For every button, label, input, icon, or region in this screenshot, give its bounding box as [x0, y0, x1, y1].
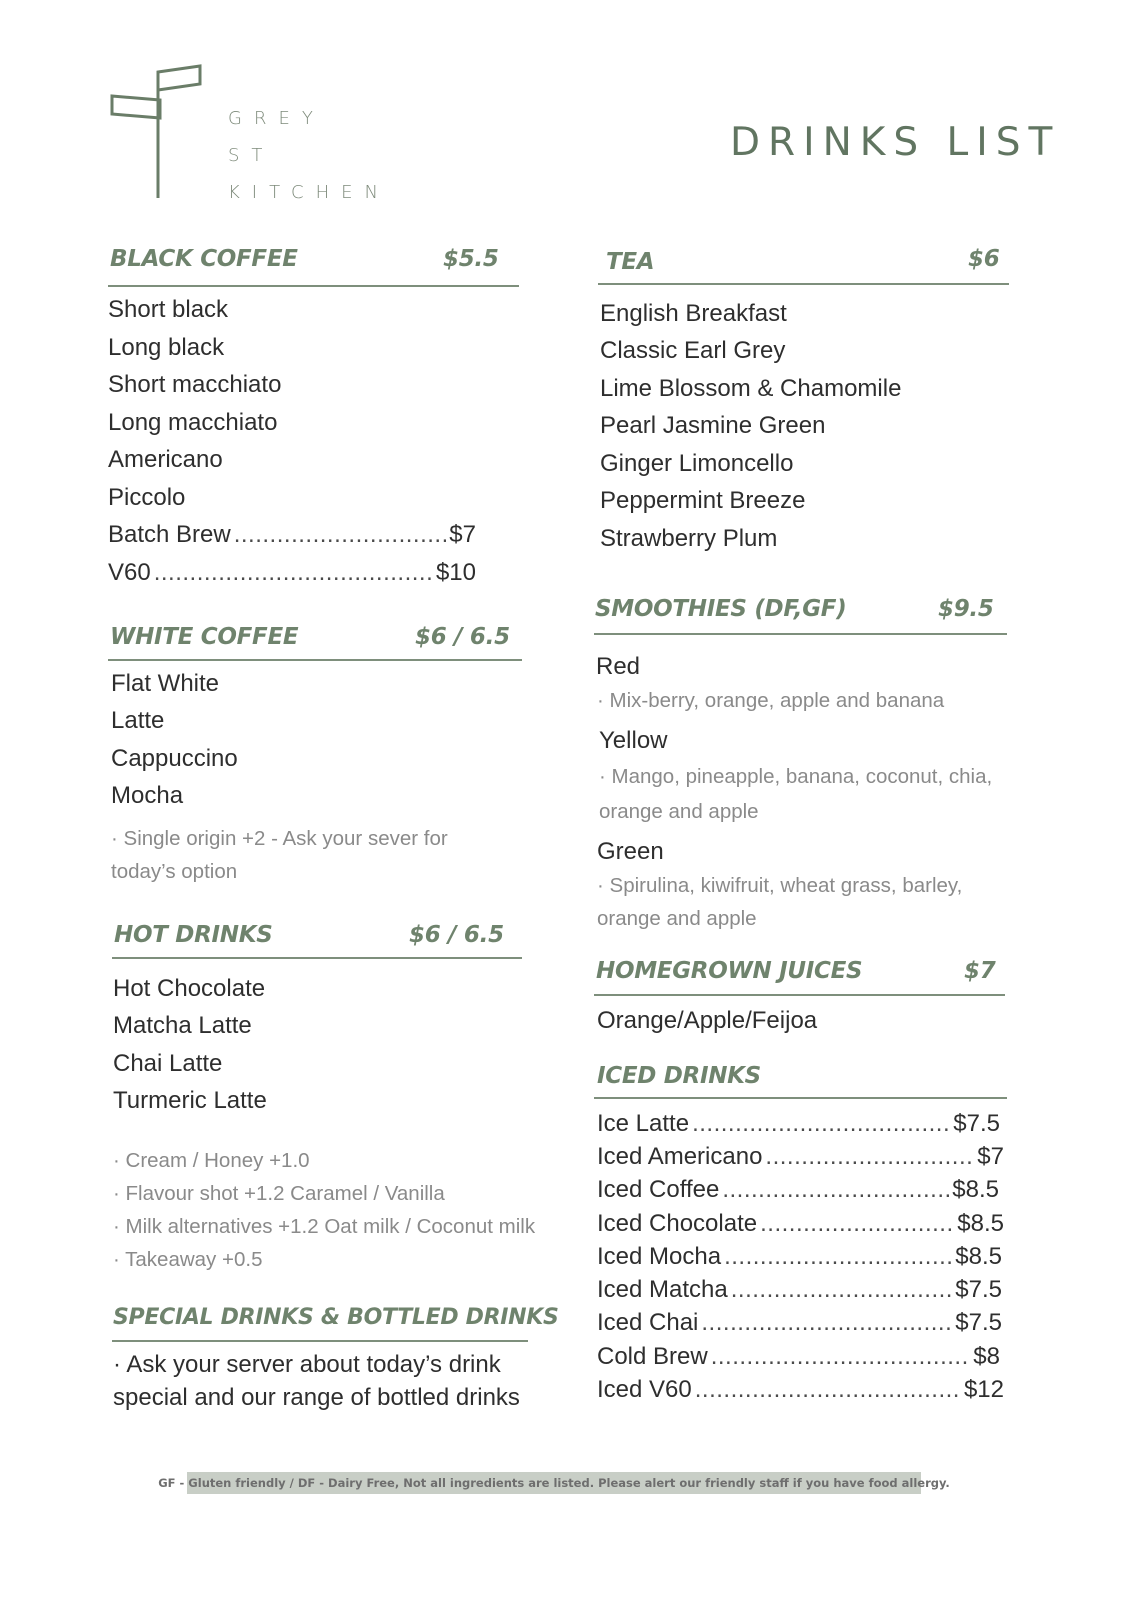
- black-coffee-item: Short macchiato: [108, 371, 282, 398]
- item-price: $7: [449, 521, 476, 548]
- tea-item: Ginger Limoncello: [600, 450, 794, 477]
- hot-drinks-item: Matcha Latte: [113, 1012, 252, 1039]
- iced-drink-row: [597, 1176, 999, 1204]
- page-title: DRINKS LIST: [730, 120, 1061, 165]
- item-price: $7.5: [955, 1276, 1002, 1303]
- hot-drinks-rule: [112, 957, 522, 959]
- smoothie-desc: orange and apple: [597, 907, 757, 930]
- iced-drink-row: [597, 1309, 1002, 1337]
- white-coffee-price: $6 / 6.5: [415, 624, 510, 650]
- black-coffee-title: BLACK COFFEE: [110, 246, 298, 272]
- white-coffee-note: today’s option: [111, 860, 238, 883]
- juices-rule: [594, 994, 1005, 996]
- white-coffee-item: Latte: [111, 707, 165, 734]
- white-coffee-rule: [108, 659, 522, 661]
- item-price: $7.5: [953, 1110, 1000, 1137]
- special-drinks-line: special and our range of bottled drinks: [113, 1384, 520, 1411]
- smoothie-name: Yellow: [599, 727, 668, 754]
- tea-item: Lime Blossom & Chamomile: [600, 375, 902, 402]
- tea-item: Peppermint Breeze: [600, 487, 806, 514]
- iced-drink-row: [597, 1110, 1000, 1138]
- footer-allergy-note: GF - Gluten friendly / DF - Dairy Free, Not all ingredients are listed. Please alert our friendly staff if you have food allergy.: [158, 1476, 950, 1490]
- tea-item: Classic Earl Grey: [600, 337, 786, 364]
- smoothie-desc: · Mix-berry, orange, apple and banana: [597, 689, 945, 712]
- item-price: $8.5: [952, 1176, 999, 1203]
- tea-item: Strawberry Plum: [600, 525, 778, 552]
- smoothies-title: SMOOTHIES (DF,GF): [595, 596, 847, 622]
- tea-item: Pearl Jasmine Green: [600, 412, 826, 439]
- item-price: $8.5: [957, 1210, 1004, 1237]
- white-coffee-item: Mocha: [111, 782, 184, 809]
- hot-drinks-item: Turmeric Latte: [113, 1087, 267, 1114]
- smoothie-name: Red: [596, 653, 641, 680]
- smoothie-desc: · Spirulina, kiwifruit, wheat grass, barley,: [597, 874, 963, 897]
- iced-drink-row: [597, 1376, 1004, 1404]
- white-coffee-item: Cappuccino: [111, 745, 238, 772]
- item-name: Ice Latte: [597, 1110, 690, 1137]
- item-name: V60: [108, 559, 151, 586]
- hot-drinks-note: · Cream / Honey +1.0: [113, 1149, 310, 1172]
- item-name: Iced Coffee: [597, 1176, 720, 1203]
- juices-title: HOMEGROWN JUICES: [596, 958, 863, 984]
- black-coffee-item: Long black: [108, 334, 225, 361]
- item-name: Iced Chai: [597, 1309, 699, 1336]
- brand-line-2: ST: [228, 145, 275, 166]
- item-price: $8.5: [955, 1243, 1002, 1270]
- hot-drinks-note: · Takeaway +0.5: [113, 1248, 263, 1271]
- black-coffee-priced-row: [108, 521, 476, 549]
- iced-drinks-rule: [594, 1097, 1007, 1099]
- smoothie-desc: · Mango, pineapple, banana, coconut, chia,: [599, 765, 993, 788]
- smoothies-price: $9.5: [938, 596, 994, 622]
- item-name: Iced V60: [597, 1376, 692, 1403]
- iced-drink-row: [597, 1243, 1002, 1271]
- black-coffee-price: $5.5: [443, 246, 499, 272]
- special-drinks-line: · Ask your server about today’s drink: [113, 1351, 501, 1378]
- special-drinks-title: SPECIAL DRINKS & BOTTLED DRINKS: [113, 1305, 559, 1330]
- white-coffee-title: WHITE COFFEE: [110, 624, 299, 650]
- hot-drinks-item: Hot Chocolate: [113, 975, 266, 1002]
- juices-price: $7: [964, 958, 996, 984]
- black-coffee-priced-row: [108, 559, 476, 587]
- black-coffee-item: Americano: [108, 446, 223, 473]
- smoothie-desc: orange and apple: [599, 800, 759, 823]
- item-name: Batch Brew: [108, 521, 231, 548]
- item-price: $12: [963, 1376, 1004, 1403]
- item-price: $10: [435, 559, 476, 586]
- iced-drink-row: [597, 1343, 1000, 1371]
- hot-drinks-note: · Milk alternatives +1.2 Oat milk / Coconut milk: [113, 1215, 536, 1238]
- iced-drink-row: [597, 1210, 1004, 1238]
- white-coffee-note: · Single origin +2 - Ask your sever for: [111, 827, 448, 850]
- hot-drinks-item: Chai Latte: [113, 1050, 223, 1077]
- smoothie-name: Green: [597, 838, 664, 865]
- iced-drink-row: [597, 1143, 1004, 1171]
- footer-bar: [158, 1472, 950, 1494]
- hot-drinks-title: HOT DRINKS: [114, 922, 273, 948]
- brand-line-1: GREY: [228, 108, 325, 129]
- smoothies-rule: [594, 633, 1007, 635]
- iced-drinks-title: ICED DRINKS: [597, 1063, 761, 1089]
- juices-item: Orange/Apple/Feijoa: [597, 1007, 818, 1034]
- item-price: $7: [977, 1143, 1004, 1170]
- black-coffee-item: Short black: [108, 296, 229, 323]
- hot-drinks-price: $6 / 6.5: [409, 922, 504, 948]
- item-name: Iced Americano: [597, 1143, 763, 1170]
- item-name: Cold Brew: [597, 1343, 708, 1370]
- brand-line-3: KITCHEN: [228, 182, 390, 203]
- black-coffee-item: Long macchiato: [108, 409, 278, 436]
- hot-drinks-note: · Flavour shot +1.2 Caramel / Vanilla: [113, 1182, 445, 1205]
- tea-price: $6: [968, 246, 1000, 272]
- logo-signpost-icon: [108, 62, 208, 204]
- item-name: Iced Mocha: [597, 1243, 722, 1270]
- item-name: Iced Matcha: [597, 1276, 728, 1303]
- tea-title: TEA: [606, 249, 655, 275]
- white-coffee-item: Flat White: [111, 670, 220, 697]
- black-coffee-item: Piccolo: [108, 484, 186, 511]
- item-price: $8: [973, 1343, 1000, 1370]
- item-name: Iced Chocolate: [597, 1210, 758, 1237]
- tea-rule: [598, 283, 1009, 285]
- tea-item: English Breakfast: [600, 300, 787, 327]
- iced-drink-row: [597, 1276, 1002, 1304]
- item-price: $7.5: [955, 1309, 1002, 1336]
- black-coffee-rule: [108, 285, 519, 287]
- special-drinks-rule: [112, 1340, 528, 1342]
